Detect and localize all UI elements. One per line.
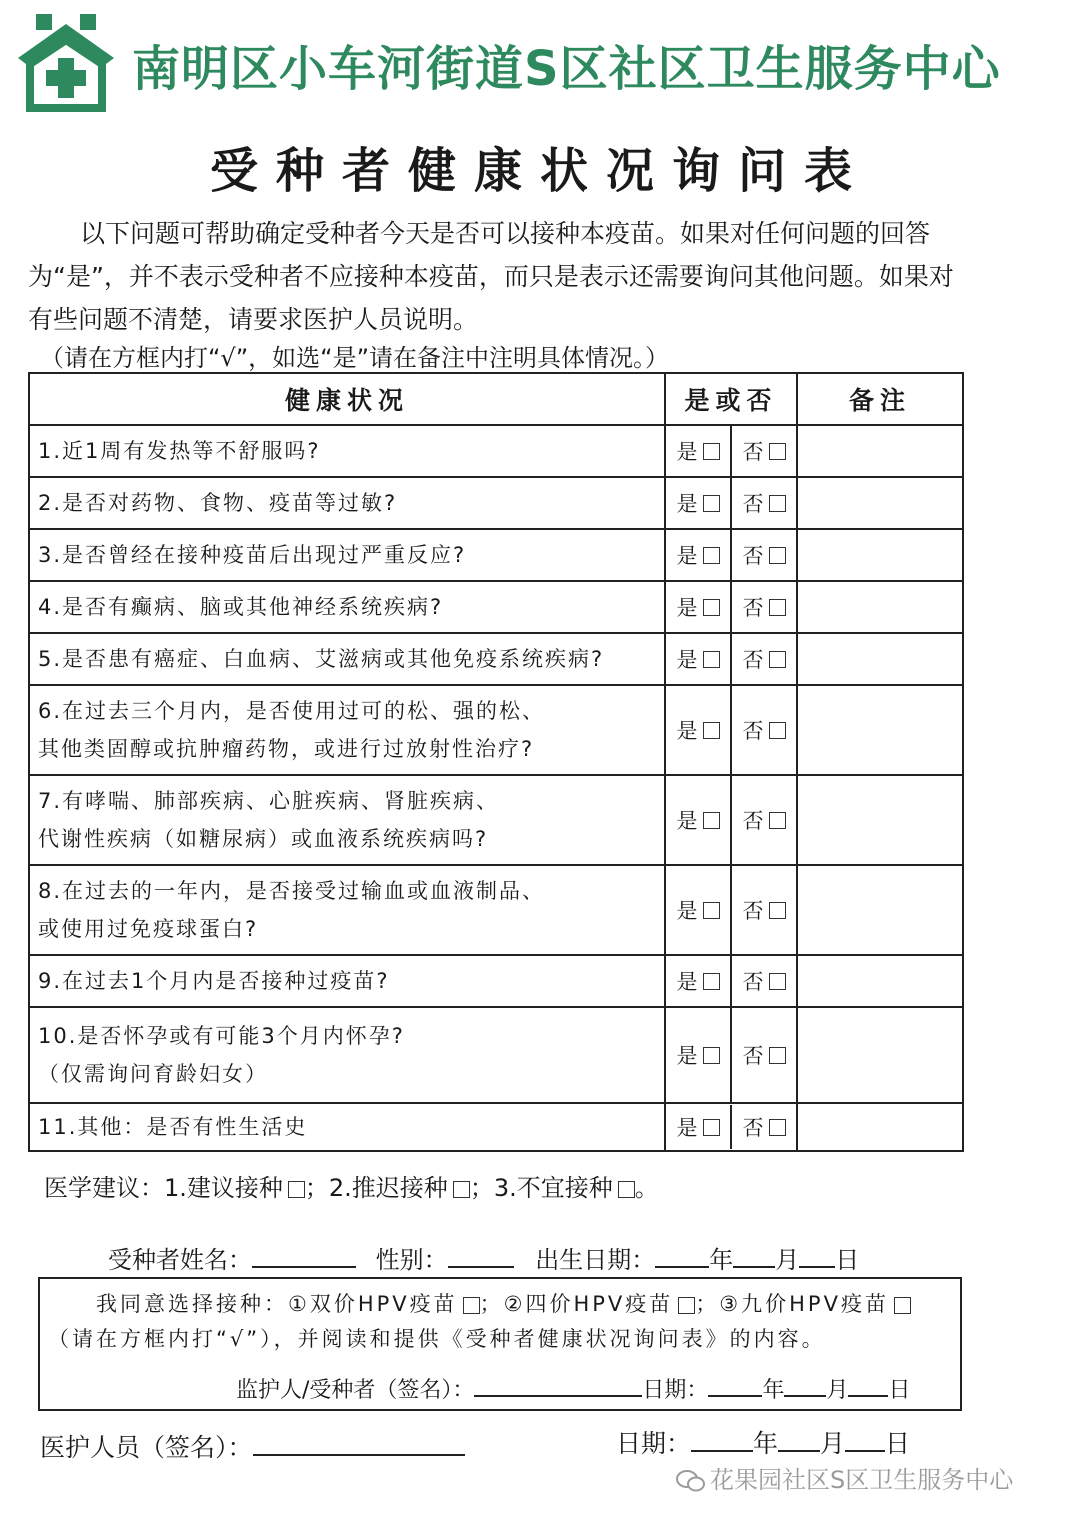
remarks-cell[interactable]	[797, 581, 963, 633]
question-text: 1.近1周有发热等不舒服吗?	[38, 439, 321, 463]
yes-no-cell	[665, 955, 797, 1007]
question-text: 10.是否怀孕或有可能3个月内怀孕?	[38, 1024, 405, 1048]
no-option	[730, 634, 796, 684]
table-row	[29, 955, 963, 1007]
yes-option	[666, 634, 730, 684]
header	[14, 12, 1064, 112]
year-label: 年	[753, 1429, 779, 1458]
no-checkbox[interactable]	[769, 651, 786, 668]
nonavalent-hpv-checkbox[interactable]	[894, 1297, 911, 1314]
question-text: 6.在过去三个月内，是否使用过可的松、强的松、	[38, 699, 546, 723]
watermark-text: 花果园社区S区卫生服务中心	[710, 1466, 1014, 1494]
month-label: 月	[826, 1378, 849, 1403]
no-checkbox[interactable]	[769, 547, 786, 564]
yes-no-cell	[665, 633, 797, 685]
advice-separator: ；	[304, 1174, 329, 1202]
year-label: 年	[762, 1378, 785, 1403]
question-text: 4.是否有癫病、脑或其他神经系统疾病?	[38, 595, 444, 619]
wechat-icon	[676, 1469, 706, 1493]
question-text-continued: （仅需询问育龄妇女）	[38, 1062, 268, 1086]
table-row	[29, 529, 963, 581]
no-label: 否	[742, 719, 764, 743]
yes-option	[666, 582, 730, 632]
no-option	[730, 530, 796, 580]
yes-label: 是	[676, 1044, 698, 1068]
consent-section	[38, 1277, 962, 1411]
no-checkbox[interactable]	[769, 495, 786, 512]
no-checkbox[interactable]	[769, 443, 786, 460]
wechat-watermark	[676, 1460, 1013, 1495]
table-row	[29, 477, 963, 529]
yes-checkbox[interactable]	[703, 547, 720, 564]
question-text-continued: 或使用过免疫球蛋白?	[38, 917, 259, 941]
yes-label: 是	[676, 1116, 698, 1140]
yes-no-cell	[665, 1007, 797, 1103]
yes-no-cell	[665, 685, 797, 775]
question-text: 11.其他：是否有性生活史	[38, 1115, 308, 1139]
advice-recommend-checkbox[interactable]	[288, 1181, 305, 1198]
yes-label: 是	[676, 970, 698, 994]
yes-checkbox[interactable]	[703, 973, 720, 990]
staff-date-line	[616, 1424, 910, 1460]
table-row	[29, 1007, 963, 1103]
consent-year-field[interactable]	[708, 1373, 762, 1397]
question-cell	[29, 581, 665, 633]
no-checkbox[interactable]	[769, 902, 786, 919]
yes-no-cell	[665, 775, 797, 865]
signer-signature-field[interactable]	[474, 1373, 642, 1397]
yes-option	[666, 776, 730, 864]
consent-month-field[interactable]	[784, 1373, 826, 1397]
question-text-continued: 代谢性疾病（如糖尿病）或血液系统疾病吗?	[38, 827, 489, 851]
signer-label: 监护人/受种者（签名）：	[236, 1378, 475, 1403]
remarks-cell[interactable]	[797, 1103, 963, 1151]
header-condition: 健康状况	[29, 373, 665, 425]
staff-signature-field[interactable]	[253, 1432, 465, 1456]
birth-year-field[interactable]	[655, 1244, 709, 1268]
yes-label: 是	[676, 899, 698, 923]
no-option	[730, 776, 796, 864]
day-label: 日	[885, 1429, 911, 1458]
yes-label: 是	[676, 440, 698, 464]
no-label: 否	[742, 492, 764, 516]
guardian-signature-line	[236, 1373, 910, 1404]
no-checkbox[interactable]	[769, 1119, 786, 1136]
no-checkbox[interactable]	[769, 722, 786, 739]
health-center-logo	[14, 12, 118, 112]
no-label: 否	[742, 596, 764, 620]
organization-name: 南明区小车河街道S区社区卫生服务中心	[132, 41, 1001, 97]
advice-option-recommend: 1.建议接种	[164, 1174, 283, 1202]
table-row	[29, 1103, 963, 1151]
medical-staff-signature-line	[40, 1428, 465, 1464]
staff-year-field[interactable]	[691, 1428, 753, 1452]
question-text: 2.是否对药物、食物、疫苗等过敏?	[38, 491, 398, 515]
no-option	[730, 1008, 796, 1102]
remarks-cell[interactable]	[797, 477, 963, 529]
yes-option	[666, 426, 730, 476]
question-text: 7.有哮喘、肺部疾病、心脏疾病、肾脏疾病、	[38, 789, 500, 813]
question-text: 9.在过去1个月内是否接种过疫苗?	[38, 969, 390, 993]
name-label: 受种者姓名：	[108, 1246, 252, 1274]
question-cell	[29, 1103, 665, 1151]
no-checkbox[interactable]	[769, 812, 786, 829]
consent-text-quadrivalent: ；②四价HPV疫苗	[479, 1292, 674, 1316]
yes-option	[666, 956, 730, 1006]
question-cell	[29, 1007, 665, 1103]
no-label: 否	[742, 544, 764, 568]
question-text: 3.是否曾经在接种疫苗后出现过严重反应?	[38, 543, 467, 567]
health-questionnaire-table	[28, 372, 964, 1152]
remarks-cell[interactable]	[797, 775, 963, 865]
yes-label: 是	[676, 544, 698, 568]
no-label: 否	[742, 809, 764, 833]
yes-checkbox[interactable]	[703, 812, 720, 829]
advice-separator: ；	[469, 1174, 494, 1202]
table-row	[29, 865, 963, 955]
recipient-info-line	[108, 1240, 859, 1275]
yes-checkbox[interactable]	[703, 722, 720, 739]
no-label: 否	[742, 970, 764, 994]
no-option	[730, 582, 796, 632]
no-option	[730, 956, 796, 1006]
table-row	[29, 425, 963, 477]
yes-checkbox[interactable]	[703, 443, 720, 460]
consent-text	[48, 1287, 948, 1357]
remarks-cell[interactable]	[797, 529, 963, 581]
table-row	[29, 685, 963, 775]
question-cell	[29, 775, 665, 865]
remarks-cell[interactable]	[797, 425, 963, 477]
yes-label: 是	[676, 492, 698, 516]
remarks-cell[interactable]	[797, 955, 963, 1007]
advice-option-postpone: 2.推迟接种	[328, 1174, 448, 1202]
year-label: 年	[709, 1246, 734, 1274]
month-label: 月	[775, 1246, 800, 1274]
consent-day-field[interactable]	[848, 1373, 888, 1397]
yes-option	[666, 1008, 730, 1102]
advice-end: 。	[634, 1174, 659, 1202]
header-yes-no: 是或否	[665, 373, 797, 425]
yes-option	[666, 866, 730, 954]
header-remarks: 备注	[797, 373, 963, 425]
staff-label: 医护人员（签名）：	[40, 1433, 253, 1462]
intro-paragraph: 以下问题可帮助确定受种者今天是否可以接种本疫苗。如果对任何问题的回答为“是”，并不表示受种者不应接种本疫苗，而只是表示还需要询问其他问题。如果对有些问题不清楚，请要求医护人员说明。	[28, 219, 954, 334]
yes-checkbox[interactable]	[703, 495, 720, 512]
yes-option	[666, 686, 730, 774]
consent-text-rest: （请在方框内打“√”），并阅读和提供《受种者健康状况询问表》的内容。	[48, 1327, 826, 1351]
no-option	[730, 478, 796, 528]
question-cell	[29, 633, 665, 685]
no-checkbox[interactable]	[769, 599, 786, 616]
yes-no-cell	[665, 865, 797, 955]
consent-date-label: 日期：	[642, 1378, 709, 1403]
yes-label: 是	[676, 719, 698, 743]
birth-month-field[interactable]	[733, 1244, 775, 1268]
yes-checkbox[interactable]	[703, 599, 720, 616]
quadrivalent-hpv-checkbox[interactable]	[678, 1297, 695, 1314]
question-text: 5.是否患有癌症、白血病、艾滋病或其他免疫系统疾病?	[38, 647, 605, 671]
table-row	[29, 633, 963, 685]
question-cell	[29, 529, 665, 581]
staff-day-field[interactable]	[845, 1428, 885, 1452]
yes-label: 是	[676, 648, 698, 672]
yes-checkbox[interactable]	[703, 1047, 720, 1064]
birth-day-field[interactable]	[799, 1244, 835, 1268]
yes-option	[666, 530, 730, 580]
birth-date-label: 出生日期：	[535, 1246, 656, 1274]
no-label: 否	[742, 1044, 764, 1068]
no-label: 否	[742, 899, 764, 923]
day-label: 日	[835, 1246, 860, 1274]
yes-label: 是	[676, 596, 698, 620]
bivalent-hpv-checkbox[interactable]	[463, 1297, 480, 1314]
question-text-continued: 其他类固醇或抗肿瘤药物，或进行过放射性治疗?	[38, 737, 535, 761]
question-text: 8.在过去的一年内，是否接受过输血或血液制品、	[38, 879, 546, 903]
advice-postpone-checkbox[interactable]	[453, 1181, 470, 1198]
no-label: 否	[742, 440, 764, 464]
yes-no-cell	[665, 581, 797, 633]
name-field[interactable]	[252, 1244, 356, 1268]
remarks-cell[interactable]	[797, 1007, 963, 1103]
yes-checkbox[interactable]	[703, 902, 720, 919]
no-label: 否	[742, 648, 764, 672]
question-cell	[29, 955, 665, 1007]
form-title: 受种者健康状况询问表	[209, 143, 870, 199]
no-option	[730, 686, 796, 774]
advice-option-not-advised: 3.不宜接种	[493, 1174, 613, 1202]
no-option	[730, 1105, 796, 1149]
question-cell	[29, 685, 665, 775]
instruction-text: （请在方框内打“√”，如选“是”请在备注中注明具体情况。）	[40, 344, 670, 372]
table-row	[29, 581, 963, 633]
medical-advice	[44, 1168, 659, 1203]
question-cell	[29, 425, 665, 477]
remarks-cell[interactable]	[797, 633, 963, 685]
month-label: 月	[820, 1429, 846, 1458]
no-label: 否	[742, 1116, 764, 1140]
no-option	[730, 426, 796, 476]
yes-option	[666, 1105, 730, 1149]
advice-label: 医学建议：	[44, 1174, 164, 1202]
question-cell	[29, 477, 665, 529]
gender-field[interactable]	[448, 1244, 514, 1268]
yes-no-cell	[665, 425, 797, 477]
day-label: 日	[888, 1378, 911, 1403]
staff-month-field[interactable]	[778, 1428, 820, 1452]
yes-checkbox[interactable]	[703, 1119, 720, 1136]
table-header-row	[29, 373, 963, 425]
consent-text-bivalent: 我同意选择接种：①双价HPV疫苗	[96, 1292, 458, 1316]
no-option	[730, 866, 796, 954]
gender-label: 性别：	[375, 1246, 448, 1274]
remarks-cell[interactable]	[797, 685, 963, 775]
yes-no-cell	[665, 477, 797, 529]
consent-text-nonavalent: ；③九价HPV疫苗	[695, 1292, 889, 1316]
no-checkbox[interactable]	[769, 1047, 786, 1064]
yes-checkbox[interactable]	[703, 651, 720, 668]
yes-no-cell	[665, 1103, 797, 1151]
staff-date-label: 日期：	[616, 1429, 692, 1458]
yes-no-cell	[665, 529, 797, 581]
yes-label: 是	[676, 809, 698, 833]
table-row	[29, 775, 963, 865]
yes-option	[666, 478, 730, 528]
no-checkbox[interactable]	[769, 973, 786, 990]
advice-not-advised-checkbox[interactable]	[618, 1181, 635, 1198]
question-cell	[29, 865, 665, 955]
remarks-cell[interactable]	[797, 865, 963, 955]
